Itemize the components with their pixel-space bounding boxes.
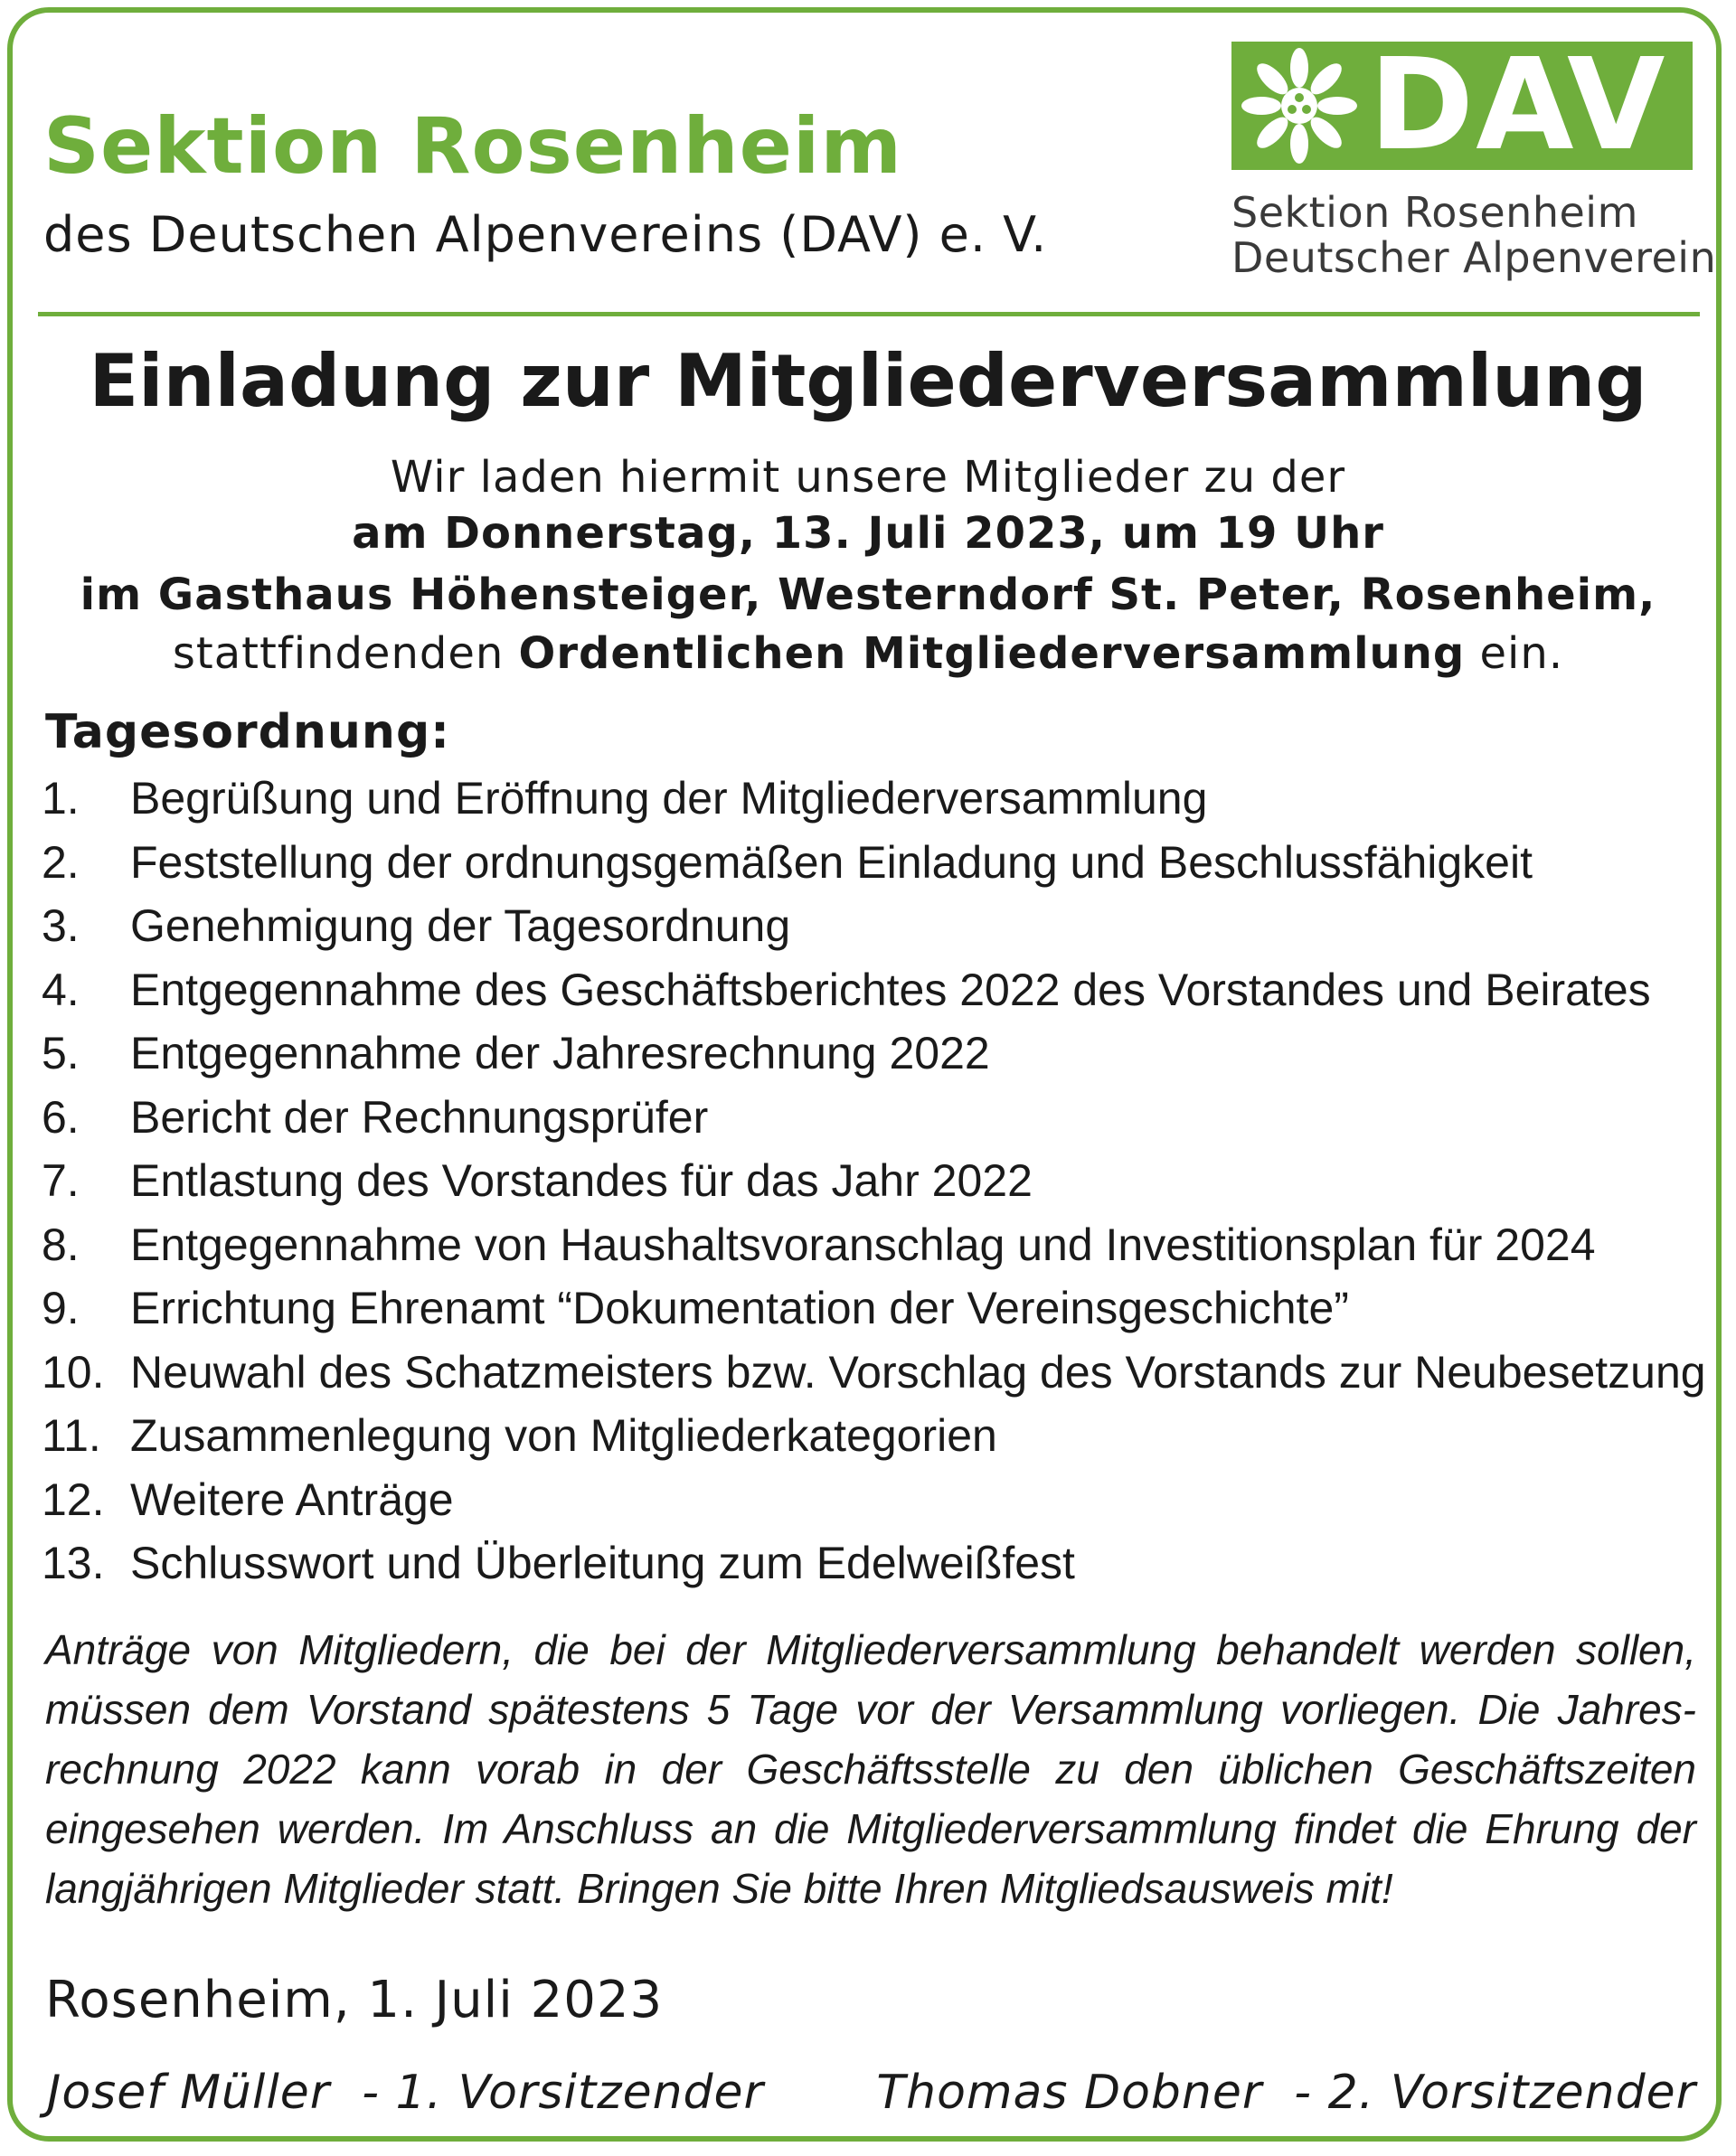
- dav-logo-line1: Sektion Rosenheim: [1231, 188, 1638, 237]
- agenda-item-number: 10.: [42, 1346, 105, 1398]
- signature-first-chair: Josef Müller - 1. Vorsitzender: [47, 2066, 764, 2120]
- agenda-item-text: Entgegennahme von Haushaltsvoranschlag und Investitionsplan für 2024: [130, 1219, 1596, 1270]
- invitation-purpose-bold: Ordentlichen Mitgliederversammlung: [518, 628, 1466, 679]
- agenda-item: [42, 1149, 1705, 1213]
- agenda-item-number: 1.: [42, 773, 80, 824]
- agenda-item-number: 5.: [42, 1028, 80, 1078]
- header-divider: [38, 312, 1700, 316]
- agenda-item-text: Zusammenlegung von Mitgliederkategorien: [130, 1410, 997, 1461]
- agenda-item-number: 9.: [42, 1283, 80, 1333]
- agenda-item: [42, 1404, 1705, 1468]
- invitation-purpose-post: ein.: [1465, 628, 1564, 679]
- agenda-item: [42, 1086, 1705, 1150]
- agenda-item: [42, 1531, 1705, 1596]
- agenda-heading: Tagesordnung:: [45, 705, 450, 759]
- invitation-title: Einladung zur Mitgliederversammlung: [89, 339, 1647, 423]
- dav-logo-box: [1231, 32, 1693, 179]
- signature-second-chair: Thomas Dobner - 2. Vorsitzender: [876, 2066, 1696, 2120]
- agenda-item-number: 6.: [42, 1091, 80, 1143]
- agenda-item: [42, 767, 1705, 831]
- agenda-item: [42, 894, 1705, 958]
- notice-paragraph: Anträge von Mitgliedern, die bei der Mitgliederversammlung behandelt werden sollen, müssen dem Vorstand spätestens 5 Tage vor der Versammlung vorliegen. Die Jahresrechnung 2022 kann vorab in der Geschäftsstelle zu den üblichen Geschäftszeiten eingesehen werden. Im Anschluss an die Mitgliederversammlung findet die Ehrung der langjährigen Mitglieder statt. Bringen Sie bitte Ihren Mitgliedsausweis mit!: [45, 1626, 1696, 1912]
- place-date: Rosenheim, 1. Juli 2023: [45, 1971, 664, 2029]
- agenda-item: [42, 958, 1705, 1022]
- agenda-item-text: Errichtung Ehrenamt “Dokumentation der Vereinsgeschichte”: [130, 1283, 1349, 1333]
- invitation-intro: Wir laden hiermit unsere Mitglieder zu der: [390, 452, 1346, 503]
- invitation-date: am Donnerstag, 13. Juli 2023, um 19 Uhr: [352, 508, 1384, 559]
- agenda-item-number: 11.: [42, 1410, 101, 1461]
- agenda-item-text: Feststellung der ordnungsgemäßen Einladung und Beschlussfähigkeit: [130, 836, 1533, 888]
- agenda-item-text: Entlastung des Vorstandes für das Jahr 2022: [130, 1155, 1033, 1206]
- agenda-item: [42, 1468, 1705, 1532]
- invitation-venue: im Gasthaus Höhensteiger, Westerndorf St. Peter, Rosenheim,: [80, 570, 1656, 620]
- organization-subtitle: des Deutschen Alpenvereins (DAV) e. V.: [43, 206, 1048, 263]
- agenda-item-number: 3.: [42, 900, 80, 951]
- agenda-item: [42, 1213, 1705, 1277]
- agenda-item-text: Entgegennahme des Geschäftsberichtes 2022 des Vorstandes und Beirates: [130, 964, 1651, 1015]
- agenda-item-number: 13.: [42, 1538, 105, 1588]
- edelweiss-icon: [1241, 47, 1358, 165]
- agenda-item: [42, 831, 1705, 895]
- dav-logo-mark: DAV: [1369, 32, 1667, 179]
- agenda-item-number: 8.: [42, 1219, 80, 1270]
- agenda-item-text: Bericht der Rechnungsprüfer: [130, 1091, 709, 1143]
- agenda-item-text: Begrüßung und Eröffnung der Mitgliederversammlung: [130, 773, 1208, 824]
- agenda-item-number: 4.: [42, 964, 80, 1015]
- agenda-item-number: 7.: [42, 1155, 80, 1206]
- agenda-item-text: Weitere Anträge: [130, 1473, 454, 1525]
- agenda-list: [42, 767, 1705, 1596]
- agenda-item-number: 12.: [42, 1473, 105, 1525]
- invitation-purpose-pre: stattfindenden: [172, 628, 519, 679]
- agenda-item-text: Schlusswort und Überleitung zum Edelweißfest: [130, 1538, 1075, 1588]
- dav-logo: [1231, 32, 1717, 282]
- invitation-purpose: [0, 628, 1736, 679]
- agenda-item-number: 2.: [42, 836, 80, 888]
- agenda-item: [42, 1276, 1705, 1341]
- agenda-item: [42, 1341, 1705, 1405]
- agenda-item: [42, 1022, 1705, 1086]
- organization-title: Sektion Rosenheim: [43, 101, 902, 192]
- agenda-item-text: Neuwahl des Schatzmeisters bzw. Vorschlag des Vorstands zur Neubesetzung: [130, 1346, 1706, 1398]
- agenda-item-text: Genehmigung der Tagesordnung: [130, 900, 791, 951]
- dav-logo-line2: Deutscher Alpenverein: [1231, 233, 1717, 282]
- agenda-item-text: Entgegennahme der Jahresrechnung 2022: [130, 1028, 990, 1078]
